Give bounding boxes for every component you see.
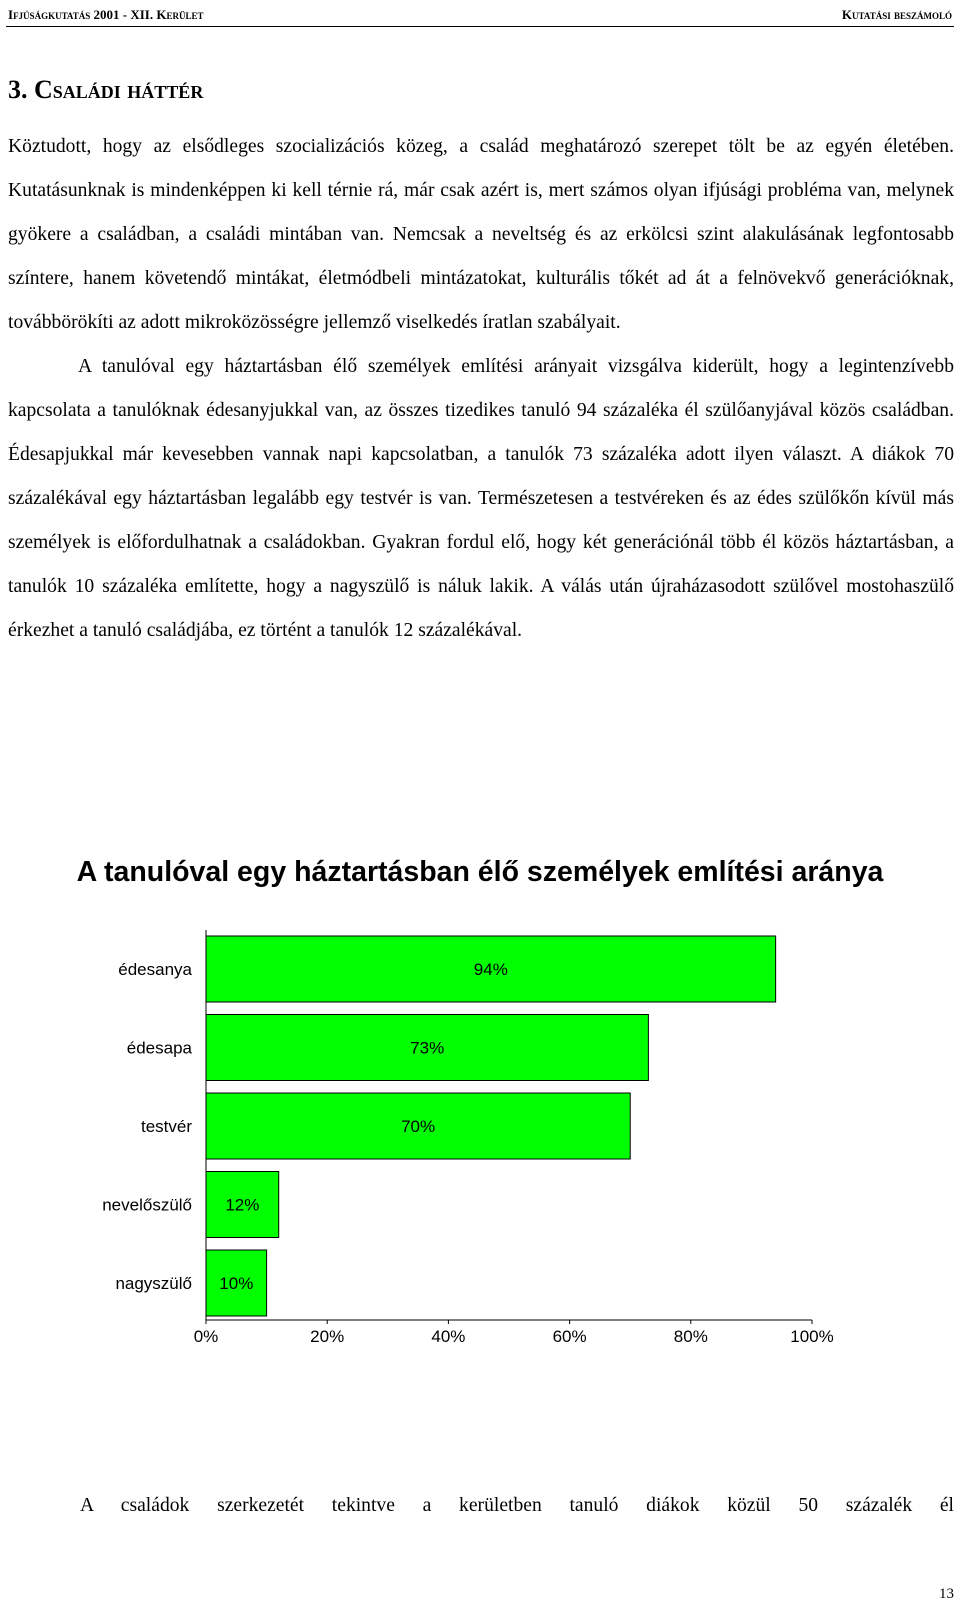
- data-label: 94%: [473, 960, 508, 979]
- data-label: 70%: [401, 1117, 436, 1136]
- header-right-rest: utatási beszámoló: [852, 7, 952, 22]
- header-left-end: erület: [166, 7, 204, 22]
- header-left-mid: 2001 - XII. K: [90, 7, 167, 22]
- header-left: [8, 7, 203, 23]
- header-right-initial: K: [841, 7, 853, 22]
- x-tick-label: 60%: [552, 1327, 587, 1346]
- body-text: [8, 125, 954, 653]
- header-left-initial: I: [8, 7, 14, 22]
- tail-paragraph: A családok szerkezetét tekintve a kerületben tanuló diákok közül 50 százalék él: [80, 1495, 954, 1516]
- x-tick-label: 20%: [310, 1327, 345, 1346]
- category-label: édesanya: [118, 960, 192, 979]
- x-tick-label: 100%: [790, 1327, 834, 1346]
- category-label: testvér: [140, 1117, 192, 1136]
- running-header: [8, 4, 952, 26]
- bar-chart: [0, 930, 960, 1370]
- data-label: 73%: [410, 1038, 445, 1058]
- x-tick-label: 0%: [193, 1327, 219, 1346]
- category-label: édesapa: [126, 1038, 192, 1058]
- header-rule: [6, 26, 954, 27]
- header-right: [842, 7, 952, 23]
- paragraph-2: A tanulóval egy háztartásban élő személyek említési arányait vizsgálva kiderült, hogy a legintenzívebb kapcsolata a tanulóknak édesanyjukkal van, az összes tizedikes tanuló 94 százaléka él szülőanyjával közös családban. Édesapjukkal már kevesebben vannak napi kapcsolatban, a tanulók 73 százaléka adott ilyen választ. A diákok 70 százalékával egy háztartásban legalább egy testvér is van. Természetesen a testvéreken és az édes szülőkőn kívül más személyek is előfordulhatnak a családokban. Gyakran fordul elő, hogy két generációnál több él közös háztartásban, a tanulók 10 százaléka említette, hogy a nagyszülő is náluk lakik. A válás után újraházasodott szülővel mostohaszülő érkezhet a tanuló családjába, ez történt a tanulók 12 százalékával.: [8, 356, 954, 641]
- x-tick-label: 80%: [673, 1327, 708, 1346]
- chart-title: A tanulóval egy háztartásban élő személyek említési aránya: [76, 856, 884, 888]
- section-title: 3. Családi háttér: [8, 75, 204, 104]
- page-number: 13: [939, 1586, 954, 1602]
- data-label: 12%: [225, 1195, 260, 1215]
- header-left-rest: fjúságkutatás: [13, 7, 91, 22]
- category-label: nevelőszülő: [102, 1195, 192, 1215]
- data-label: 10%: [219, 1274, 254, 1293]
- paragraph-1: Köztudott, hogy az elsődleges szocializációs közeg, a család meghatározó szerepet tölt be az egyén életében. Kutatásunknak is mindenképpen ki kell térnie rá, már csak azért is, mert számos olyan ifjúsági probléma van, melynek gyökere a családban, a családi mintában van. Nemcsak a neveltség és az erkölcsi szint alakulásának legfontosabb színtere, hanem követendő mintákat, életmódbeli mintázatokat, kulturális tőkét ad át a felnövekvő generációknak, továbbörökíti az adott mikroközösségre jellemző viselkedés íratlan szabályait.: [8, 136, 954, 333]
- x-tick-label: 40%: [431, 1327, 466, 1346]
- category-label: nagyszülő: [115, 1274, 192, 1293]
